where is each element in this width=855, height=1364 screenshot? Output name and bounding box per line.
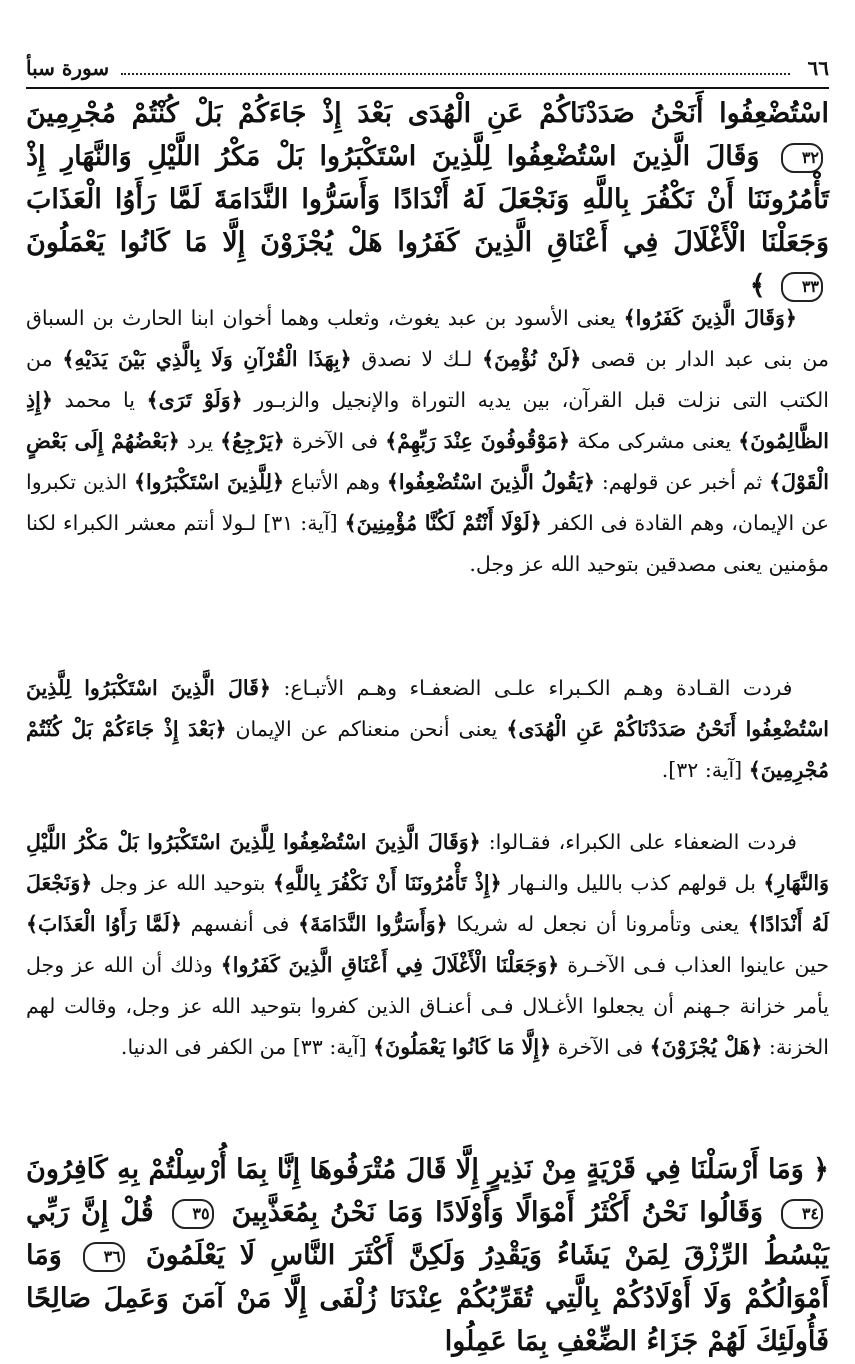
verse-marker: ٣٦ [83,1242,125,1272]
commentary-paragraph [26,298,829,585]
verse-marker: ٣٤ [781,1199,823,1229]
quran-quote: ﴿لَمَّا رَأَوُا الْعَذَابَ﴾ [26,912,182,936]
quran-quote: ﴿وَقَالَ الَّذِينَ اسْتُضْعِفُوا لِلَّذِينَ اسْتَكْبَرُوا بَلْ مَكْرُ اللَّيْلِ وَالنَّهَارِ﴾ [26,830,829,895]
commentary-paragraph [26,822,829,1068]
commentary-text: يعنى وتأمرونا أن نجعل له شريكا [456,912,739,936]
quran-text: اسْتُضْعِفُوا أَنَحْنُ صَدَدْنَاكُمْ عَنِ الْهُدَى بَعْدَ إِذْ جَاءَكُمْ بَلْ كُنْتُمْ مُجْرِمِينَ [26,98,829,129]
quran-text: وَمَا أَمْوَالُكُمْ وَلَا أَوْلَادُكُمْ بِالَّتِي تُقَرِّبُكُمْ عِنْدَنَا زُلْفَى إِلَّا مَنْ آمَنَ وَعَمِلَ صَالِحًا فَأُولَئِكَ لَهُمْ جَزَاءُ الضِّعْفِ بِمَا عَمِلُوا [26,1240,829,1357]
quran-block-bottom [26,1148,829,1363]
quran-quote: ﴿بِهَذَا الْقُرْآنِ وَلَا بِالَّذِي بَيْنَ يَدَيْهِ﴾ [62,347,352,371]
commentary-text: وذلك أن الله عز وجل يأمر خزانة جـهنم أن يجعلوا الأغـلال فـى أعنـاق الذين كفروا بتوحيد الله عز وجل، وقالت لهم الخزنة: [26,953,829,1059]
page-number: ٦٦ [807,56,829,80]
commentary-text: فردت القـادة وهـم الكـبراء علـى الضعفـاء وهـم الأتبـاع: [283,676,793,700]
quran-text: وَقَالَ الَّذِينَ اسْتُضْعِفُوا لِلَّذِينَ اسْتَكْبَرُوا بَلْ مَكْرُ اللَّيْلِ وَالنَّهَارِ إِذْ تَأْمُرُونَنَا أَنْ نَكْفُرَ بِاللَّهِ وَنَجْعَلَ لَهُ أَنْدَادًا وَأَسَرُّوا النَّدَامَةَ لَمَّا رَأَوُا الْعَذَابَ وَجَعَلْنَا الْأَغْلَالَ فِي أَعْنَاقِ الَّذِينَ كَفَرُوا هَلْ يُجْزَوْنَ إِلَّا مَا كَانُوا يَعْمَلُونَ [26,141,829,258]
commentary-text: فى الآخرة [291,429,379,453]
commentary-text: [آية: ٣٣] من الكفر فى الدنيا. [120,1035,367,1059]
quran-quote: ﴿وَجَعَلْنَا الْأَغْلَالَ فِي أَعْنَاقِ الَّذِينَ كَفَرُوا﴾ [220,953,560,977]
commentary-text: من الكتب التى نزلت قبل القرآن، بين يديه التوراة والإنجيل والزبـور [26,347,829,412]
quran-quote: ﴿مَوْقُوفُونَ عِنْدَ رَبِّهِمْ﴾ [385,429,571,453]
commentary-text: فى أنفسهم [190,912,290,936]
quran-quote: ﴿وَلَوْ تَرَى﴾ [146,388,243,412]
header-rule [26,87,829,89]
commentary-text: ثم أخبر عن قولهم: [601,470,763,494]
quran-quote: ﴿لَوْلَا أَنْتُمْ لَكُنَّا مُؤْمِنِينَ﴾ [344,511,542,535]
page-header [26,50,829,86]
commentary-text: بل قولهم كذب بالليل والنـهار [509,871,756,895]
commentary-text: [آية: ٣٢]. [661,758,743,782]
quran-quote: ﴿وَنَجْعَلَ لَهُ أَنْدَادًا﴾ [26,871,829,936]
quran-quote: ﴿وَقَالَ الَّذِينَ كَفَرُوا﴾ [623,306,797,330]
commentary-text: يرد [186,429,214,453]
quran-text: قُلْ إِنَّ رَبِّي يَبْسُطُ الرِّزْقَ لِمَنْ يَشَاءُ وَيَقْدِرُ وَلَكِنَّ أَكْثَرَ النَّاسِ لَا يَعْلَمُونَ [26,1197,829,1271]
commentary-paragraph [26,668,829,791]
verse-marker: ٣٣ [781,272,823,302]
header-dotted-leader [121,73,789,75]
quran-quote: ﴿إِذِ الظَّالِمُونَ﴾ [26,388,829,453]
commentary-text: يا محمد [64,388,135,412]
quran-quote: ﴿لِلَّذِينَ اسْتَكْبَرُوا﴾ [133,470,285,494]
verse-marker: ٣٢ [781,143,823,173]
commentary-text: يعنى الأسود بن عبد يغوث، وثعلب وهما أخوان ابنا الحارث بن السباق من بنى عبد الدار بن قصى [26,306,829,371]
verse-marker: ٣٥ [172,1199,214,1229]
quran-quote: ﴿لَنْ نُؤْمِنَ﴾ [482,347,582,371]
commentary-text: بتوحيد الله عز وجل [99,871,266,895]
quran-quote: ﴿إِذْ تَأْمُرُونَنَا أَنْ نَكْفُرَ بِاللَّهِ﴾ [272,871,502,895]
quran-quote: ﴿هَلْ يُجْزَوْنَ﴾ [649,1035,763,1059]
quran-text: وَمَا أَرْسَلْنَا فِي قَرْيَةٍ مِنْ نَذِيرٍ إِلَّا قَالَ مُتْرَفُوهَا إِنَّا بِمَا أُرْسِلْتُمْ بِهِ كَافِرُونَ [26,1154,804,1185]
quran-quote: ﴿يَقُولُ الَّذِينَ اسْتُضْعِفُوا﴾ [386,470,595,494]
quran-quote: ﴿وَأَسَرُّوا النَّدَامَةَ﴾ [298,912,448,936]
ornate-bracket: ﴿ [813,1154,829,1185]
quran-block-top [26,92,829,307]
quran-quote: ﴿إِلَّا مَا كَانُوا يَعْمَلُونَ﴾ [373,1035,552,1059]
commentary-text: حين عاينوا العذاب فـى الآخـرة [567,953,829,977]
commentary-text: يعنى مشركى مكة [577,429,732,453]
commentary-text: فى الآخرة [557,1035,644,1059]
sura-title: سورة سبأ [26,56,110,80]
commentary-text: لـك لا نصدق [361,347,473,371]
quran-quote: ﴿يَرْجِعُ﴾ [220,429,285,453]
quran-text: وَقَالُوا نَحْنُ أَكْثَرُ أَمْوَالًا وَأَوْلَادًا وَمَا نَحْنُ بِمُعَذَّبِينَ [231,1197,764,1228]
ornate-bracket: ﴾ [749,270,766,301]
quran-quote: ﴿بَعْدَ إِذْ جَاءَكُمْ بَلْ كُنْتُمْ مُجْرِمِينَ﴾ [26,717,829,782]
quran-quote: ﴿قَالَ الَّذِينَ اسْتَكْبَرُوا لِلَّذِينَ اسْتُضْعِفُوا أَنَحْنُ صَدَدْنَاكُمْ عَنِ الْهُدَى﴾ [26,676,829,741]
commentary-text: [آية: ٣١] لـولا أنتم معشر الكبراء لكنا مؤمنين يعنى مصدقين بتوحيد الله عز وجل. [26,511,829,576]
commentary-text: يعنى أنحن منعناكم عن الإيمان [235,717,498,741]
commentary-text: وهم الأتباع [290,470,380,494]
commentary-text: الذين تكبروا عن الإيمان، وهم القادة فى الكفر [26,470,829,535]
quran-quote: ﴿بَعْضُهُمْ إِلَى بَعْضٍ الْقَوْلَ﴾ [26,429,829,494]
commentary-text: فردت الضعفاء على الكبراء، فقـالوا: [488,830,797,854]
